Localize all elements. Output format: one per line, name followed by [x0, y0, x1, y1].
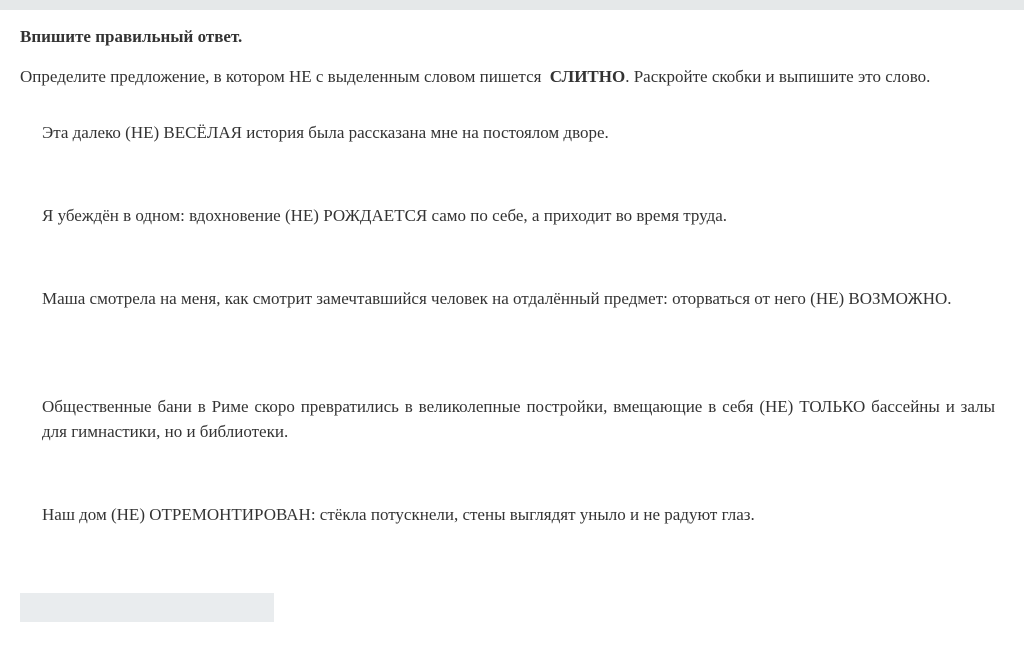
task-text-after: . Раскройте скобки и выпишите это слово. [625, 67, 931, 86]
task-text-before: Определите предложение, в котором НЕ с выделенным словом пишется [20, 67, 542, 86]
option-sentence-2: Я убеждён в одном: вдохновение (НЕ) РОЖДАЕТСЯ само по себе, а приходит во время труда. [42, 206, 728, 225]
option-sentence-1: Эта далеко (НЕ) ВЕСЁЛАЯ история была рассказана мне на постоялом дворе. [42, 123, 609, 142]
task-keyword: СЛИТНО [549, 67, 626, 86]
top-bar [0, 0, 1024, 10]
option-sentence-5: Наш дом (НЕ) ОТРЕМОНТИРОВАН: стёкла потускнели, стены выглядят уныло и не радуют глаз. [42, 505, 755, 524]
option-sentence-3: Маша смотрела на меня, как смотрит замечтавшийся человек на отдалённый предмет: оторваться от него (НЕ) ВОЗМОЖНО. [42, 289, 952, 308]
task-question [20, 66, 1010, 88]
answer-input[interactable] [20, 593, 274, 622]
option-sentence-4: Общественные бани в Риме скоро превратились в великолепные постройки, вмещающие в себя (НЕ) ТОЛЬКО бассейны и залы для гимнастики, но и библиотеки. [42, 397, 995, 441]
instruction-title: Впишите правильный ответ. [20, 27, 243, 46]
